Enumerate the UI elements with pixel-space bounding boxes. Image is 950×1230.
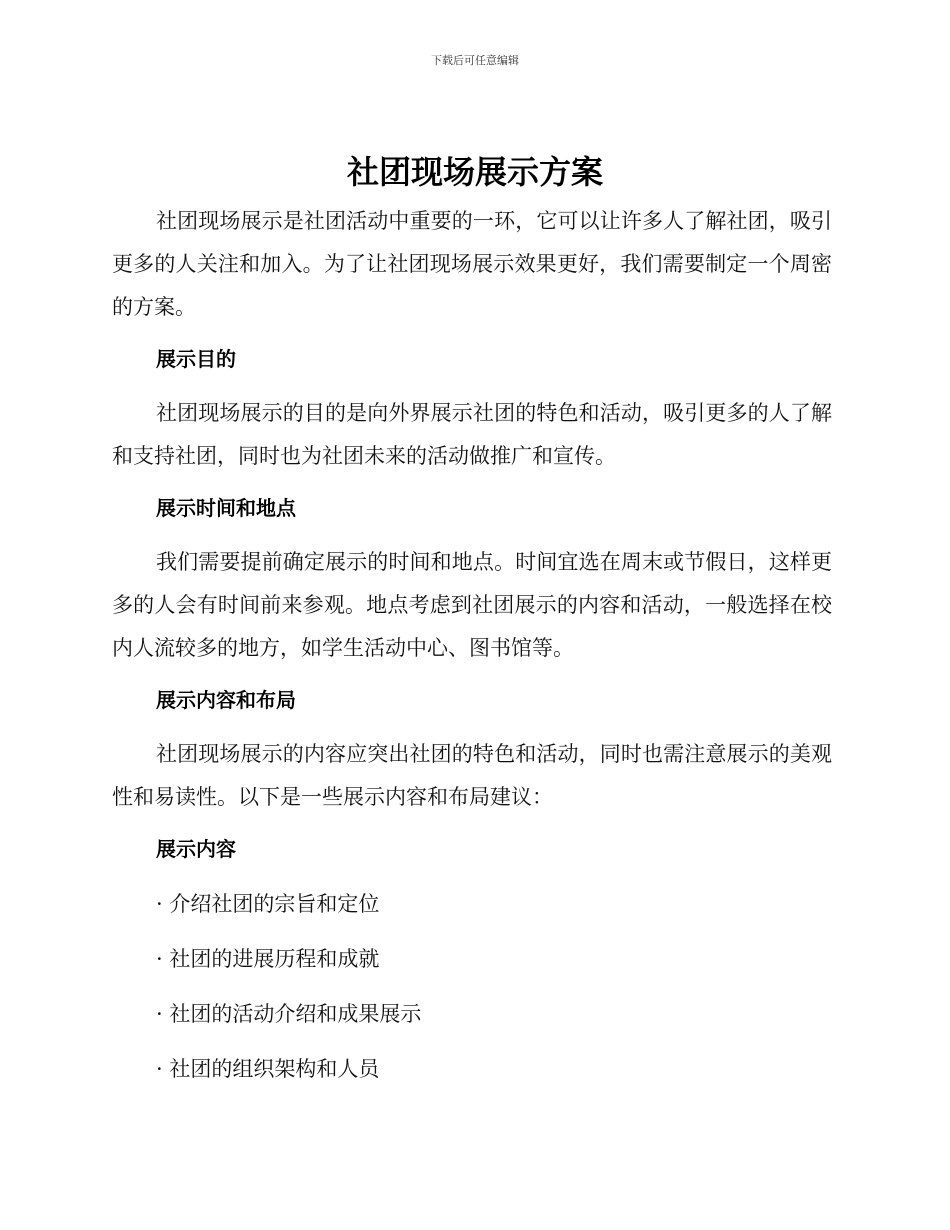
document-title: 社团现场展示方案 [346, 153, 603, 191]
list-item: · 社团的活动介绍和成果展示 [156, 1002, 422, 1026]
section-body-content-layout: 社团现场展示的内容应突出社团的特色和活动，同时也需注意展示的美观性和易读性。以下是一些展示内容和布局建议： [112, 742, 832, 809]
page-header: 下载后可任意编辑 [431, 54, 519, 67]
section-heading-content: 展示内容 [156, 837, 236, 861]
section-heading-time-place: 展示时间和地点 [156, 496, 296, 520]
section-body-purpose: 社团现场展示的目的是向外界展示社团的特色和活动，吸引更多的人了解和支持社团，同时也为社团未来的活动做推广和宣传。 [112, 401, 832, 468]
intro-paragraph: 社团现场展示是社团活动中重要的一环，它可以让许多人了解社团，吸引更多的人关注和加入。为了让社团现场展示效果更好，我们需要制定一个周密的方案。 [112, 209, 832, 319]
list-item: · 介绍社团的宗旨和定位 [156, 892, 380, 916]
section-heading-purpose: 展示目的 [156, 347, 236, 371]
content-list [112, 889, 832, 1084]
list-item: · 社团的进展历程和成就 [156, 947, 380, 971]
list-item: · 社团的组织架构和人员 [156, 1057, 380, 1081]
document-body [112, 200, 832, 1084]
section-body-time-place: 我们需要提前确定展示的时间和地点。时间宜选在周末或节假日，这样更多的人会有时间前来参观。地点考虑到社团展示的内容和活动，一般选择在校内人流较多的地方，如学生活动中心、图书馆等。 [112, 550, 832, 660]
section-heading-content-layout: 展示内容和布局 [156, 688, 296, 712]
